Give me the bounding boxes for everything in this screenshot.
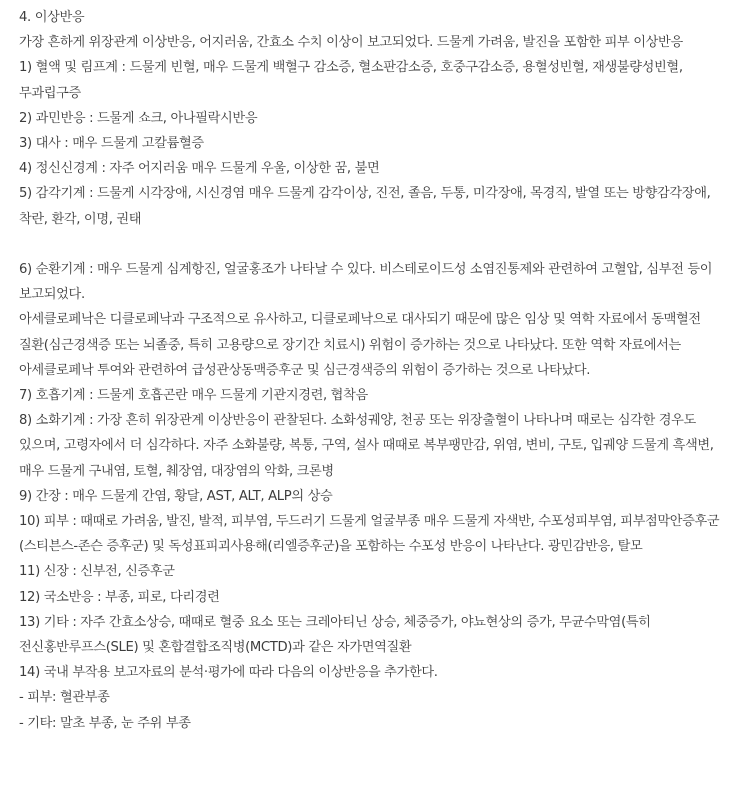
list-item-5: 5) 감각기계 : 드물게 시각장애, 시신경염 매우 드물게 감각이상, 진전, 졸음, 두통, 미각장애, 목경직, 발열 또는 방향감각장애, 착란, 환각, 이명, 권태	[19, 186, 711, 227]
intro-paragraph: 가장 흔하게 위장관계 이상반응, 어지러움, 간효소 수치 이상이 보고되었다. 드물게 가려움, 발진을 포함한 피부 이상반응	[19, 35, 683, 51]
list-item-9: 9) 간장 : 매우 드물게 간염, 황달, AST, ALT, ALP의 상승	[19, 488, 333, 504]
list-item-8: 8) 소화기계 : 가장 흔히 위장관계 이상반응이 관찰된다. 소화성궤양, 천공 또는 위장출혈이 나타나며 때로는 심각한 경우도 있으며, 고령자에서 더 심각하다. 자주 소화불량, 복통, 구역, 설사 때때로 복부팽만감, 위염, 변비, 구토, 입궤양 드물게 흑색변, 매우 드물게 구내염, 토혈, 췌장염, 대장염의 악화, 크론병	[19, 413, 714, 479]
list-item-7: 7) 호흡기계 : 드물게 호흡곤란 매우 드물게 기관지경련, 협착음	[19, 388, 368, 404]
list-item-14: 14) 국내 부작용 보고자료의 분석·평가에 따라 다음의 이상반응을 추가한다.	[19, 665, 438, 681]
list-item-10: 10) 피부 : 때때로 가려움, 발진, 발적, 피부염, 두드러기 드물게 얼굴부종 매우 드물게 자색반, 수포성피부염, 피부점막안증후군(스티븐스-존슨 증후군) 및 독성표피괴사용해(리엘증후군)을 포함하는 수포성 반응이 나타난다. 광민감반응, 탈모	[19, 514, 720, 555]
list-item-6: 6) 순환기계 : 매우 드물게 심계항진, 얼굴홍조가 나타날 수 있다. 비스테로이드성 소염진통제와 관련하여 고혈압, 심부전 등이 보고되었다.	[19, 262, 713, 303]
list-item-2: 2) 과민반응 : 드물게 쇼크, 아나필락시반응	[19, 110, 258, 126]
list-item-13: 13) 기타 : 자주 간효소상승, 때때로 혈중 요소 또는 크레아티닌 상승, 체중증가, 야뇨현상의 증가, 무균수막염(특히 전신홍반루프스(SLE) 및 혼합결합조직병(MCTD)과 같은 자가면역질환	[19, 614, 651, 656]
list-item-6-detail: 아세클로페낙은 디클로페낙과 구조적으로 유사하고, 디클로페낙으로 대사되기 때문에 많은 임상 및 역학 자료에서 동맥혈전 질환(심근경색증 또는 뇌졸중, 특히 고용량으로 장기간 치료시) 위험이 증가하는 것으로 나타났다. 또한 역학 자료에서는 아세클로페낙 투여와 관련하여 급성관상동맥증후군 및 심근경색증의 위험이 증가하는 것으로 나타났다.	[19, 312, 701, 378]
list-item-4: 4) 정신신경계 : 자주 어지러움 매우 드물게 우울, 이상한 꿈, 불면	[19, 161, 380, 177]
document-body	[19, 5, 724, 736]
spacer	[19, 232, 724, 257]
sub-item-other: - 기타: 말초 부종, 눈 주위 부종	[19, 715, 191, 731]
list-item-3: 3) 대사 : 매우 드물게 고칼륨혈증	[19, 136, 204, 152]
list-item-1: 1) 혈액 및 림프계 : 드물게 빈혈, 매우 드물게 백혈구 감소증, 혈소판감소증, 호중구감소증, 용혈성빈혈, 재생불량성빈혈, 무과립구증	[19, 60, 683, 101]
section-heading: 4. 이상반응	[19, 10, 85, 25]
sub-item-skin: - 피부: 혈관부종	[19, 690, 110, 706]
list-item-11: 11) 신장 : 신부전, 신증후군	[19, 564, 175, 580]
list-item-12: 12) 국소반응 : 부종, 피로, 다리경련	[19, 589, 220, 605]
